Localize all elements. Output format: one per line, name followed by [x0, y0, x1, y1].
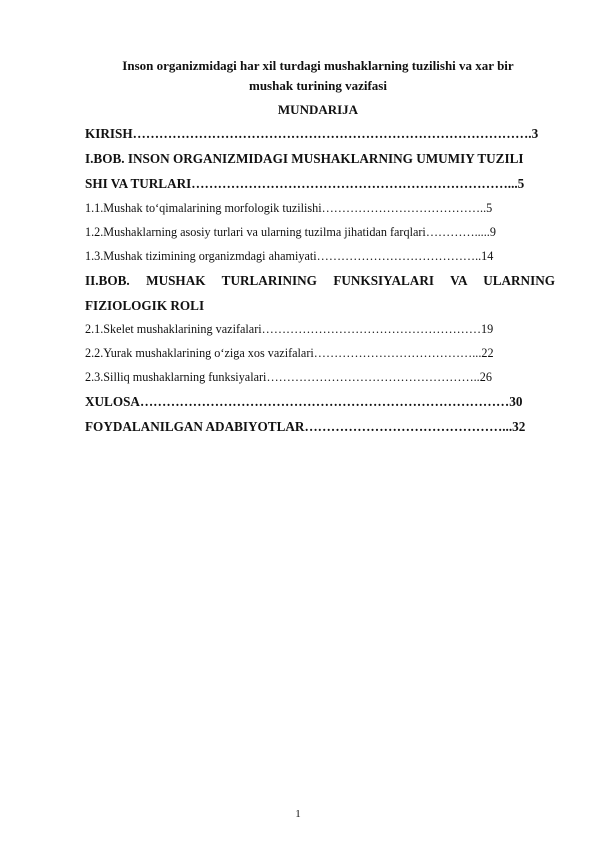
toc-entry-chapter-2-line-1: [85, 273, 555, 289]
toc-entry-kirish: [85, 126, 555, 142]
toc-entry-1-3: [85, 249, 555, 264]
contents-heading: MUNDARIJA: [277, 102, 359, 117]
document-title-line-2: mushak turining vazifasi: [249, 78, 387, 93]
toc-entry-text: 2.2.Yurak mushaklarining o‘ziga xos vazifalari…………………………………...: [85, 346, 482, 360]
toc-entry-page: 22: [481, 346, 494, 360]
toc-entry-text: 1.3.Mushak tizimining organizmdagi ahamiyati…………………………………..: [85, 249, 482, 263]
page-number: 1: [295, 808, 301, 820]
toc-entry-text: I.BOB. INSON ORGANIZMIDAGI MUSHAKLARNING UMUMIY TUZILI: [85, 151, 524, 166]
toc-entry-page: 19: [481, 322, 494, 336]
toc-entry-2-1: [85, 322, 555, 337]
toc-entry-text: XULOSA…………………………………………………………………………: [85, 394, 510, 409]
toc-entry-bibliography: [85, 419, 555, 435]
toc-entry-text: 2.3.Silliq mushaklarning funksiyalari……………………………………………..: [85, 370, 480, 384]
toc-entry-text: FIZIOLOGIK ROLI: [85, 298, 205, 313]
toc-entry-text: II.BOB. MUSHAK TURLARINING FUNKSIYALARI VA ULARNING: [85, 273, 555, 288]
toc-entry-page: 26: [479, 370, 492, 384]
toc-entry-page: 32: [512, 419, 526, 434]
toc-entry-chapter-1-line-2: [85, 176, 555, 192]
toc-entry-page: 30: [509, 394, 523, 409]
toc-entry-text: SHI VA TURLARI………………………………………………………………...: [85, 176, 518, 191]
toc-entry-page: 5: [517, 176, 525, 191]
toc-entry-xulosa: [85, 394, 555, 410]
toc-entry-page: 14: [481, 249, 494, 263]
toc-entry-text: 1.1.Mushak to‘qimalarining morfologik tuzilishi…………………………………..: [85, 201, 487, 215]
toc-entry-chapter-2-line-2: [85, 298, 555, 314]
toc-entry-text: 1.2.Mushaklarning asosiy turlari va ularning tuzilma jihatidan farqlari………….....: [85, 225, 490, 239]
toc-entry-text: FOYDALANILGAN ADABIYOTLAR………………………………………...: [85, 419, 513, 434]
toc-entry-2-3: [85, 370, 555, 385]
toc-entry-page: 9: [489, 225, 496, 239]
toc-entry-text: KIRISH……………………………………………………………………………….: [85, 126, 532, 141]
toc-entry-page: 5: [486, 201, 493, 215]
toc-entry-text: 2.1.Skelet mushaklarining vazifalari………………………………………………: [85, 322, 482, 336]
document-title-line-1: Inson organizmidagi har xil turdagi mushaklarning tuzilishi va xar bir: [122, 58, 514, 73]
toc-entry-page: 3: [531, 126, 539, 141]
toc-entry-1-2: [85, 225, 555, 240]
toc-entry-chapter-1-line-1: [85, 151, 555, 167]
toc-entry-2-2: [85, 346, 555, 361]
toc-entry-1-1: [85, 201, 555, 216]
